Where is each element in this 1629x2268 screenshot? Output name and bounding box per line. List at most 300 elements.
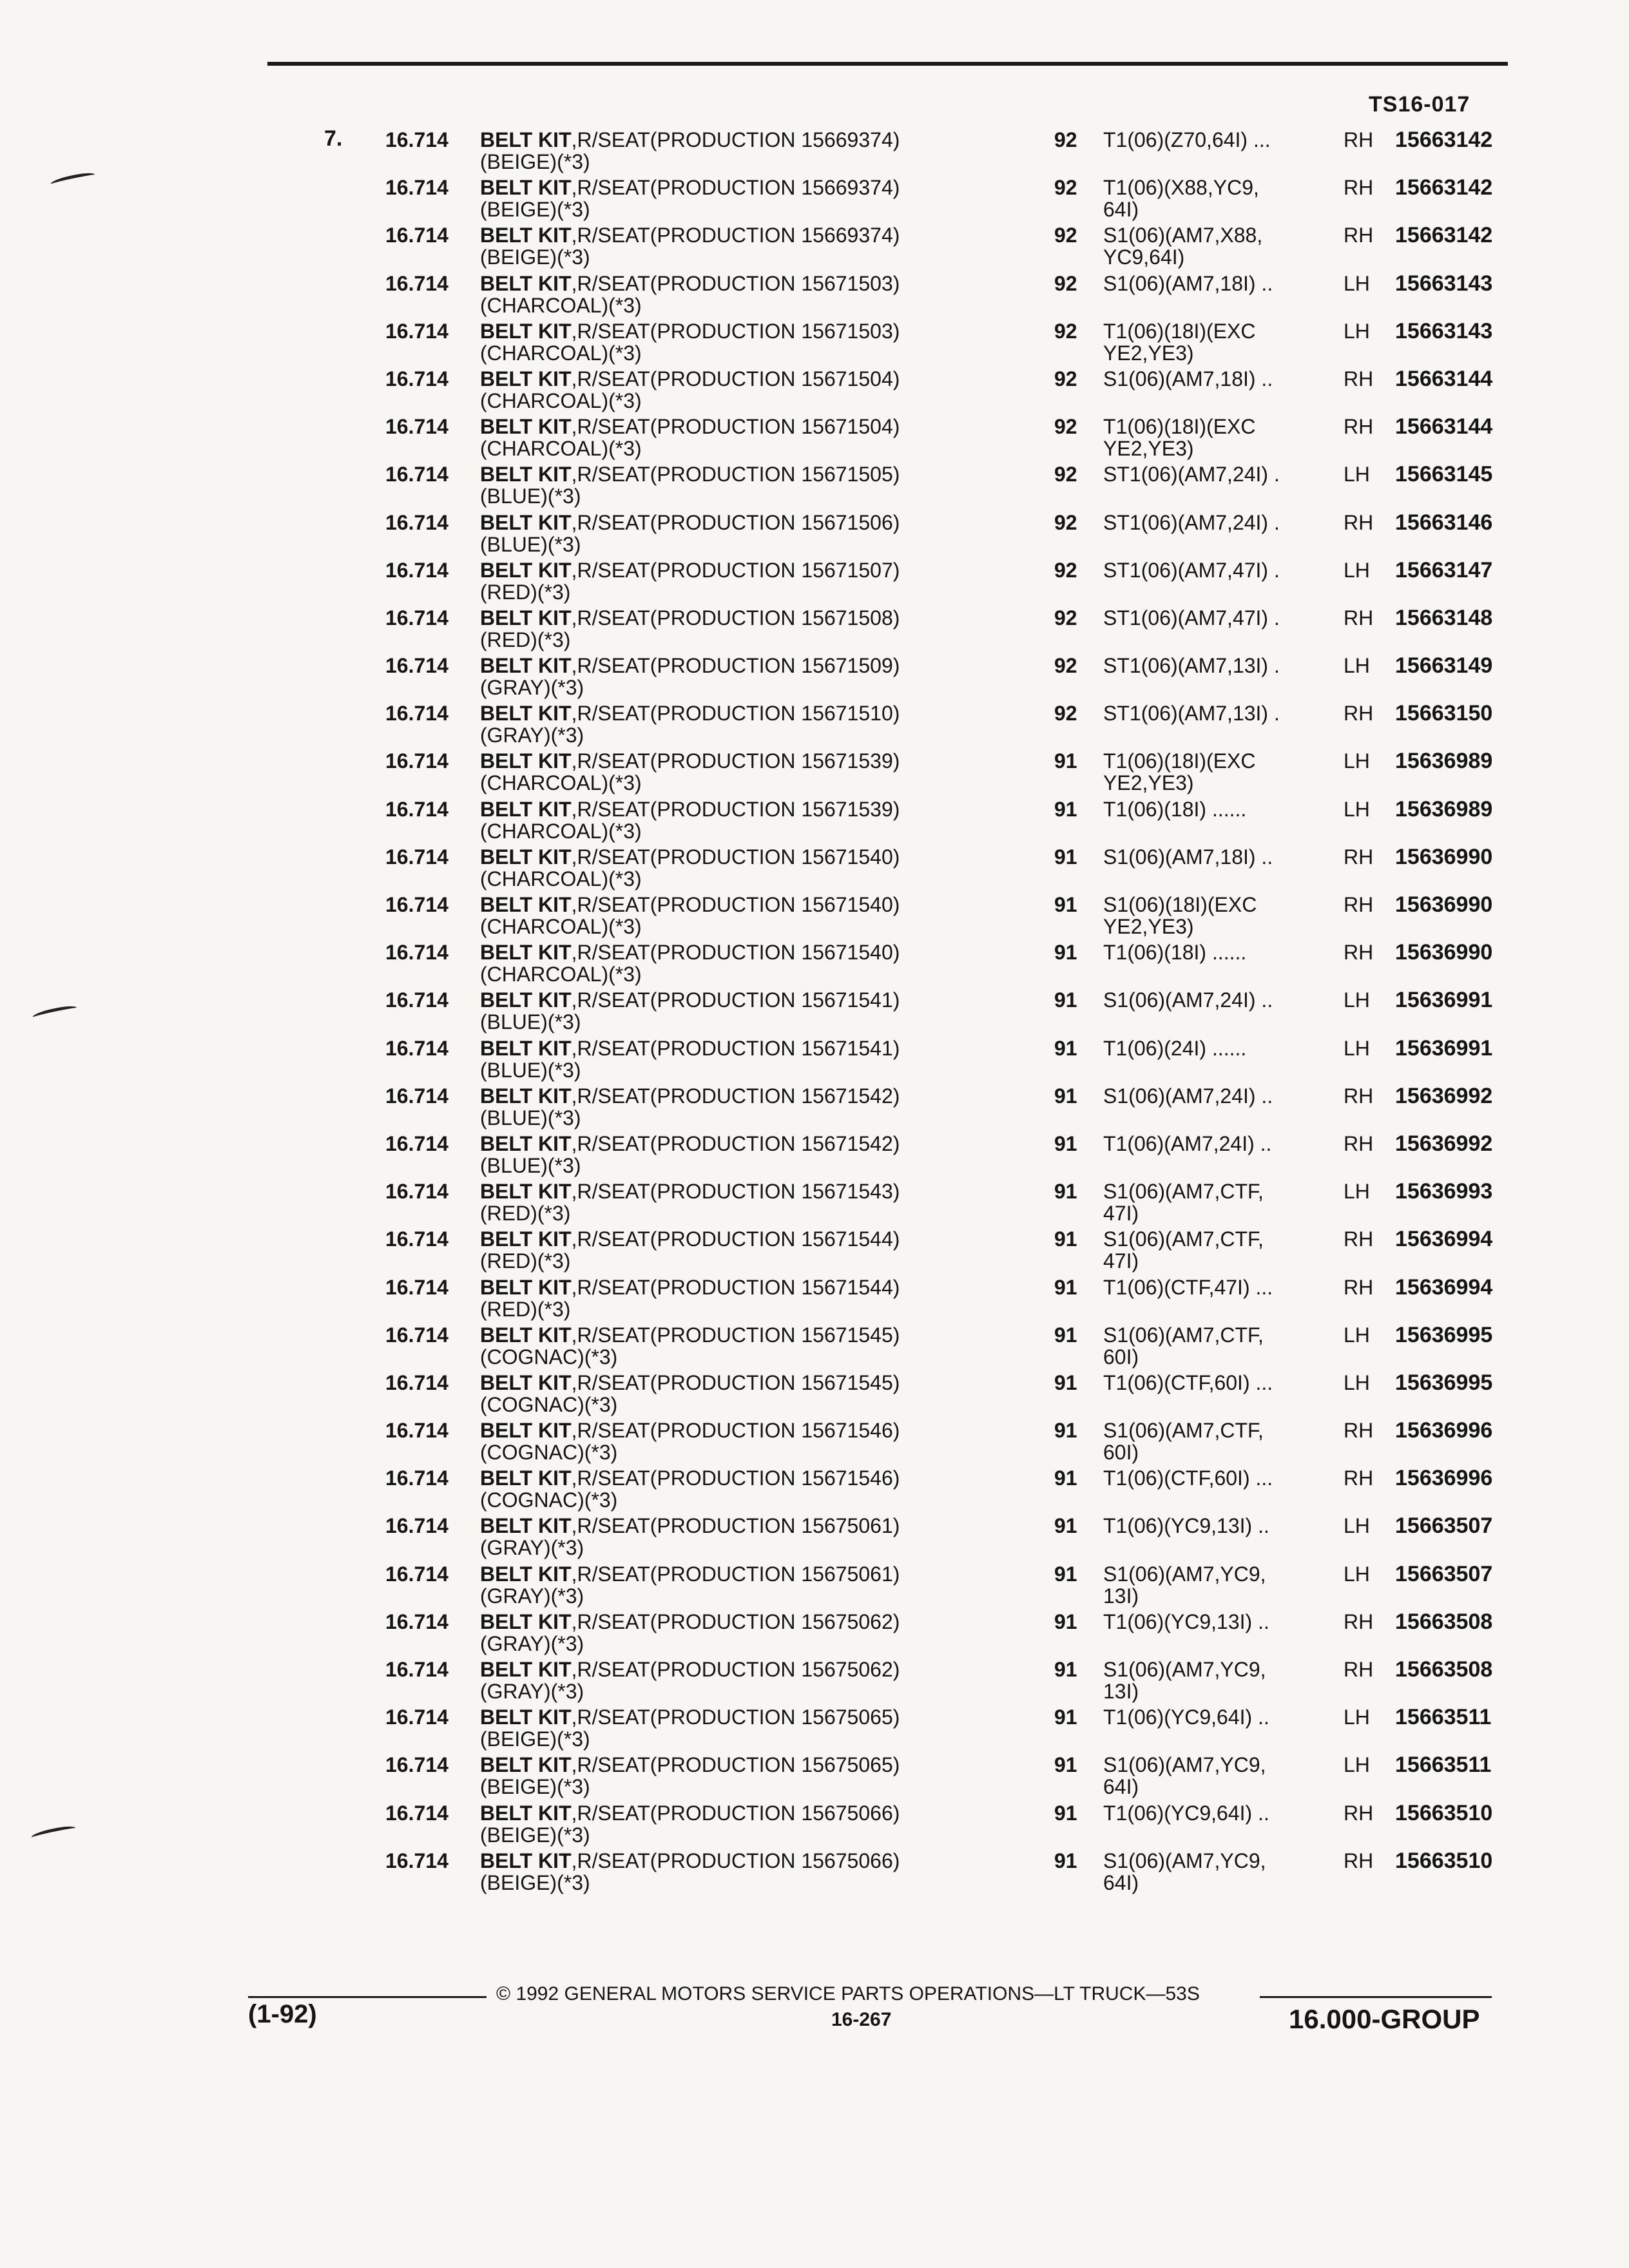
parts-row: [0, 1228, 1629, 1276]
part-description-text: ,R/SEAT(PRODUCTION 15671503): [571, 271, 900, 295]
model-year: 92: [1054, 558, 1077, 582]
group-number: 16.714: [385, 1370, 448, 1394]
part-description: [480, 1419, 900, 1441]
top-rule: [267, 62, 1508, 66]
part-title: BELT KIT: [480, 845, 572, 869]
model-year: 91: [1054, 1180, 1077, 1204]
model-code: S1(06)(AM7,CTF,: [1103, 1180, 1264, 1204]
document-code: TS16-017: [1369, 92, 1470, 117]
side-indicator: RH: [1344, 702, 1374, 726]
model-code: T1(06)(CTF,60I) ...: [1103, 1466, 1273, 1490]
part-number: 15663142: [1395, 223, 1493, 248]
part-description-text: ,R/SEAT(PRODUCTION 15671504): [571, 367, 900, 390]
group-number: 16.714: [385, 463, 448, 486]
part-number: 15636994: [1395, 1274, 1493, 1300]
part-number: 15636995: [1395, 1370, 1493, 1395]
group-number: 16.714: [385, 558, 448, 582]
part-title: BELT KIT: [480, 1084, 572, 1108]
group-number: 16.714: [385, 1706, 448, 1729]
part-description-text: ,R/SEAT(PRODUCTION 15675066): [571, 1849, 900, 1872]
group-number: 16.714: [385, 1323, 448, 1347]
part-number: 15663142: [1395, 128, 1493, 152]
part-title: BELT KIT: [480, 176, 572, 200]
part-description: [480, 655, 900, 677]
parts-row: [0, 1802, 1629, 1850]
group-number: 16.714: [385, 1036, 448, 1060]
model-year: 92: [1054, 654, 1077, 678]
part-description: [480, 368, 900, 390]
side-indicator: RH: [1344, 845, 1374, 869]
model-code-continued: 64I): [1103, 198, 1139, 222]
part-color: (BLUE)(*3): [480, 1153, 581, 1177]
part-title: BELT KIT: [480, 1658, 572, 1681]
part-number: 15663142: [1395, 175, 1493, 200]
group-number: 16.714: [385, 319, 448, 343]
part-title: BELT KIT: [480, 558, 572, 582]
part-description-text: ,R/SEAT(PRODUCTION 15675065): [571, 1706, 900, 1729]
part-description-text: ,R/SEAT(PRODUCTION 15671546): [571, 1419, 900, 1443]
model-code-continued: 13I): [1103, 1680, 1139, 1703]
part-description-text: ,R/SEAT(PRODUCTION 15671503): [571, 319, 900, 343]
part-color: (CHARCOAL)(*3): [480, 341, 642, 365]
model-code: S1(06)(AM7,18I) ..: [1103, 845, 1273, 869]
side-indicator: LH: [1344, 1753, 1370, 1777]
side-indicator: LH: [1344, 271, 1370, 295]
part-description: [480, 1754, 900, 1776]
part-description-text: ,R/SEAT(PRODUCTION 15671543): [571, 1180, 900, 1204]
copyright-line: © 1992 GENERAL MOTORS SERVICE PARTS OPERATIONS—LT TRUCK—53S: [496, 1983, 1200, 2004]
part-title: BELT KIT: [480, 1180, 572, 1204]
model-year: 91: [1054, 893, 1077, 916]
part-number: 15663510: [1395, 1848, 1493, 1873]
model-code: S1(06)(AM7,YC9,: [1103, 1753, 1266, 1777]
model-code: ST1(06)(AM7,24I) .: [1103, 463, 1280, 486]
model-code: S1(06)(AM7,YC9,: [1103, 1658, 1266, 1681]
group-number: 16.714: [385, 941, 448, 965]
model-year: 92: [1054, 128, 1077, 151]
model-code: T1(06)(18I)(EXC: [1103, 319, 1256, 343]
model-code: T1(06)(18I)(EXC: [1103, 415, 1256, 439]
part-title: BELT KIT: [480, 1706, 572, 1729]
parts-row: [0, 1180, 1629, 1228]
side-indicator: RH: [1344, 1227, 1374, 1251]
side-indicator: RH: [1344, 1658, 1374, 1681]
group-number: 16.714: [385, 415, 448, 439]
model-code: S1(06)(AM7,CTF,: [1103, 1419, 1264, 1443]
parts-row: [0, 702, 1629, 750]
parts-row: [0, 1706, 1629, 1754]
part-description-text: ,R/SEAT(PRODUCTION 15671504): [571, 415, 900, 439]
part-description-text: ,R/SEAT(PRODUCTION 15671545): [571, 1323, 900, 1347]
part-description-text: ,R/SEAT(PRODUCTION 15671509): [571, 654, 900, 678]
part-description: [480, 463, 900, 485]
side-indicator: RH: [1344, 893, 1374, 916]
part-number: 15663511: [1395, 1753, 1492, 1778]
side-indicator: LH: [1344, 988, 1370, 1012]
side-indicator: LH: [1344, 1036, 1370, 1060]
part-description-text: ,R/SEAT(PRODUCTION 15671542): [571, 1131, 900, 1155]
group-number: 16.714: [385, 1180, 448, 1204]
part-description: [480, 320, 900, 342]
part-title: BELT KIT: [480, 654, 572, 678]
part-description: [480, 798, 900, 820]
side-indicator: RH: [1344, 1275, 1374, 1299]
part-title: BELT KIT: [480, 1419, 572, 1443]
part-number: 15636996: [1395, 1418, 1493, 1443]
model-code-continued: 13I): [1103, 1584, 1139, 1608]
part-color: (COGNAC)(*3): [480, 1488, 618, 1512]
part-description-text: ,R/SEAT(PRODUCTION 15671540): [571, 893, 900, 916]
group-number: 16.714: [385, 893, 448, 916]
model-code: T1(06)(CTF,47I) ...: [1103, 1275, 1273, 1299]
part-title: BELT KIT: [480, 1610, 572, 1633]
page-number: 16-267: [831, 2009, 892, 2030]
model-code-continued: 47I): [1103, 1249, 1139, 1273]
part-description-text: ,R/SEAT(PRODUCTION 15669374): [571, 224, 900, 247]
part-description: [480, 1467, 900, 1489]
model-code: ST1(06)(AM7,47I) .: [1103, 558, 1280, 582]
part-title: BELT KIT: [480, 702, 572, 726]
part-description-text: ,R/SEAT(PRODUCTION 15671510): [571, 702, 900, 726]
group-number: 16.714: [385, 1610, 448, 1633]
footer-rule-left: [248, 1996, 487, 1998]
part-description-text: ,R/SEAT(PRODUCTION 15671540): [571, 845, 900, 869]
side-indicator: RH: [1344, 510, 1374, 534]
part-description-text: ,R/SEAT(PRODUCTION 15671541): [571, 1036, 900, 1060]
parts-row: [0, 368, 1629, 416]
model-year: 91: [1054, 1466, 1077, 1490]
part-color: (RED)(*3): [480, 1297, 571, 1321]
parts-row: [0, 512, 1629, 559]
group-number: 16.714: [385, 1753, 448, 1777]
part-description-text: ,R/SEAT(PRODUCTION 15671540): [571, 941, 900, 965]
part-description: [480, 1611, 900, 1633]
model-code: T1(06)(18I) ......: [1103, 797, 1247, 821]
group-number: 16.714: [385, 367, 448, 390]
part-number: 15636991: [1395, 1035, 1493, 1061]
side-indicator: LH: [1344, 1706, 1370, 1729]
part-description: [480, 607, 900, 629]
model-year: 91: [1054, 988, 1077, 1012]
model-code: T1(06)(YC9,13I) ..: [1103, 1514, 1269, 1538]
parts-row: [0, 750, 1629, 798]
parts-row: [0, 1563, 1629, 1611]
model-code: T1(06)(24I) ......: [1103, 1036, 1247, 1060]
part-number: 15636994: [1395, 1227, 1493, 1252]
model-year: 91: [1054, 1419, 1077, 1443]
part-color: (CHARCOAL)(*3): [480, 389, 642, 412]
model-code-continued: YC9,64I): [1103, 245, 1185, 269]
group-number: 16.714: [385, 845, 448, 869]
model-code: S1(06)(AM7,YC9,: [1103, 1562, 1266, 1586]
model-year: 91: [1054, 1706, 1077, 1729]
model-code: ST1(06)(AM7,47I) .: [1103, 606, 1280, 629]
part-color: (BEIGE)(*3): [480, 1727, 590, 1751]
part-description-text: ,R/SEAT(PRODUCTION 15669374): [571, 128, 900, 151]
model-year: 92: [1054, 367, 1077, 390]
part-color: (BLUE)(*3): [480, 532, 581, 556]
part-color: (BLUE)(*3): [480, 1058, 581, 1082]
part-description: [480, 1372, 900, 1394]
side-indicator: LH: [1344, 319, 1370, 343]
part-number: 15636992: [1395, 1083, 1493, 1108]
part-color: (BLUE)(*3): [480, 1010, 581, 1034]
part-description: [480, 1133, 900, 1155]
part-description: [480, 273, 900, 294]
model-year: 91: [1054, 1227, 1077, 1251]
parts-row: [0, 224, 1629, 272]
part-number: 15663507: [1395, 1514, 1493, 1539]
group-number: 16.714: [385, 1131, 448, 1155]
model-year: 91: [1054, 1084, 1077, 1108]
model-year: 91: [1054, 797, 1077, 821]
part-number: 15663147: [1395, 557, 1493, 582]
model-year: 92: [1054, 176, 1077, 200]
side-indicator: LH: [1344, 1514, 1370, 1538]
part-color: (BEIGE)(*3): [480, 1775, 590, 1799]
part-title: BELT KIT: [480, 1036, 572, 1060]
part-number: 15636989: [1395, 749, 1493, 774]
part-title: BELT KIT: [480, 797, 572, 821]
part-description-text: ,R/SEAT(PRODUCTION 15675062): [571, 1610, 900, 1633]
revision-date: (1-92): [248, 2000, 317, 2028]
side-indicator: RH: [1344, 367, 1374, 390]
model-year: 92: [1054, 702, 1077, 726]
side-indicator: RH: [1344, 1849, 1374, 1872]
part-color: (CHARCOAL)(*3): [480, 293, 642, 317]
model-code: T1(06)(X88,YC9,: [1103, 176, 1259, 200]
part-number: 15663144: [1395, 414, 1493, 439]
group-number: 16.714: [385, 988, 448, 1012]
part-description-text: ,R/SEAT(PRODUCTION 15671544): [571, 1275, 900, 1299]
part-description: [480, 1706, 900, 1728]
part-color: (GRAY)(*3): [480, 1584, 584, 1608]
part-description: [480, 989, 900, 1011]
part-description-text: ,R/SEAT(PRODUCTION 15671508): [571, 606, 900, 629]
model-code: T1(06)(Z70,64I) ...: [1103, 128, 1271, 151]
side-indicator: LH: [1344, 463, 1370, 486]
part-number: 15636990: [1395, 844, 1493, 869]
group-number: 16.714: [385, 1466, 448, 1490]
side-indicator: LH: [1344, 558, 1370, 582]
part-description-text: ,R/SEAT(PRODUCTION 15669374): [571, 176, 900, 200]
side-indicator: LH: [1344, 797, 1370, 821]
side-indicator: LH: [1344, 1180, 1370, 1204]
part-description: [480, 1850, 900, 1872]
part-color: (CHARCOAL)(*3): [480, 771, 642, 795]
part-number: 15663145: [1395, 462, 1493, 487]
side-indicator: LH: [1344, 1323, 1370, 1347]
side-indicator: LH: [1344, 654, 1370, 678]
model-code: S1(06)(AM7,X88,: [1103, 224, 1263, 247]
model-year: 91: [1054, 1514, 1077, 1538]
model-code: T1(06)(YC9,13I) ..: [1103, 1610, 1269, 1633]
part-color: (GRAY)(*3): [480, 1536, 584, 1560]
part-description-text: ,R/SEAT(PRODUCTION 15671544): [571, 1227, 900, 1251]
side-indicator: RH: [1344, 941, 1374, 965]
model-year: 91: [1054, 749, 1077, 773]
group-number: 16.714: [385, 1084, 448, 1108]
model-code: S1(06)(AM7,24I) ..: [1103, 1084, 1273, 1108]
part-title: BELT KIT: [480, 463, 572, 486]
model-year: 91: [1054, 1610, 1077, 1633]
part-description: [480, 1180, 900, 1202]
part-color: (CHARCOAL)(*3): [480, 867, 642, 890]
part-number: 15663510: [1395, 1800, 1493, 1825]
parts-row: [0, 1850, 1629, 1898]
parts-row: [0, 1133, 1629, 1180]
part-color: (COGNAC)(*3): [480, 1441, 618, 1465]
parts-row: [0, 1515, 1629, 1562]
part-color: (GRAY)(*3): [480, 724, 584, 747]
part-description: [480, 1658, 900, 1680]
part-number: 15636989: [1395, 796, 1493, 822]
model-year: 91: [1054, 1753, 1077, 1777]
part-color: (GRAY)(*3): [480, 1680, 584, 1703]
side-indicator: RH: [1344, 1801, 1374, 1825]
model-code-continued: YE2,YE3): [1103, 437, 1194, 461]
part-description: [480, 224, 900, 246]
part-description: [480, 1802, 900, 1824]
part-title: BELT KIT: [480, 128, 572, 151]
parts-row: [0, 846, 1629, 894]
group-number: 16.714: [385, 1658, 448, 1681]
part-title: BELT KIT: [480, 1466, 572, 1490]
group-number: 16.714: [385, 271, 448, 295]
model-code: ST1(06)(AM7,24I) .: [1103, 510, 1280, 534]
group-number: 16.714: [385, 1227, 448, 1251]
part-number: 15636992: [1395, 1131, 1493, 1156]
model-year: 91: [1054, 1562, 1077, 1586]
model-year: 91: [1054, 1849, 1077, 1872]
model-year: 91: [1054, 1323, 1077, 1347]
model-year: 91: [1054, 1131, 1077, 1155]
model-year: 91: [1054, 1275, 1077, 1299]
model-year: 91: [1054, 941, 1077, 965]
group-number: 16.714: [385, 1562, 448, 1586]
model-code: ST1(06)(AM7,13I) .: [1103, 654, 1280, 678]
part-number: 15663146: [1395, 510, 1493, 535]
part-description-text: ,R/SEAT(PRODUCTION 15671507): [571, 558, 900, 582]
part-title: BELT KIT: [480, 749, 572, 773]
part-color: (BEIGE)(*3): [480, 245, 590, 269]
part-title: BELT KIT: [480, 367, 572, 390]
model-code: T1(06)(18I)(EXC: [1103, 749, 1256, 773]
part-number: 15636993: [1395, 1179, 1493, 1204]
model-year: 92: [1054, 415, 1077, 439]
model-code: S1(06)(AM7,24I) ..: [1103, 988, 1273, 1012]
part-description-text: ,R/SEAT(PRODUCTION 15671539): [571, 797, 900, 821]
parts-row: [0, 1037, 1629, 1085]
side-indicator: RH: [1344, 1419, 1374, 1443]
part-title: BELT KIT: [480, 1562, 572, 1586]
side-indicator: RH: [1344, 128, 1374, 151]
side-indicator: LH: [1344, 1370, 1370, 1394]
part-number: 15663507: [1395, 1561, 1493, 1586]
part-description: [480, 1037, 900, 1059]
side-indicator: RH: [1344, 224, 1374, 247]
part-description-text: ,R/SEAT(PRODUCTION 15675061): [571, 1562, 900, 1586]
part-number: 15663149: [1395, 653, 1493, 678]
model-year: 91: [1054, 1036, 1077, 1060]
group-number: 16.714: [385, 797, 448, 821]
part-number: 15663511: [1395, 1705, 1492, 1730]
model-code-continued: 60I): [1103, 1345, 1139, 1369]
model-year: 92: [1054, 271, 1077, 295]
parts-row: [0, 798, 1629, 846]
side-indicator: RH: [1344, 606, 1374, 629]
model-code-continued: 64I): [1103, 1775, 1139, 1799]
part-title: BELT KIT: [480, 1275, 572, 1299]
part-title: BELT KIT: [480, 510, 572, 534]
model-year: 91: [1054, 1658, 1077, 1681]
part-description: [480, 1085, 900, 1107]
parts-row: [0, 1324, 1629, 1372]
part-description: [480, 1324, 900, 1346]
part-description-text: ,R/SEAT(PRODUCTION 15671541): [571, 988, 900, 1012]
part-description-text: ,R/SEAT(PRODUCTION 15671542): [571, 1084, 900, 1108]
group-number: 16.714: [385, 606, 448, 629]
part-description: [480, 129, 900, 151]
part-number: 15663508: [1395, 1657, 1493, 1682]
model-year: 92: [1054, 606, 1077, 629]
side-indicator: LH: [1344, 1562, 1370, 1586]
part-color: (BEIGE)(*3): [480, 1823, 590, 1847]
part-description: [480, 1276, 900, 1298]
part-title: BELT KIT: [480, 1514, 572, 1538]
part-title: BELT KIT: [480, 941, 572, 965]
part-description: [480, 512, 900, 533]
part-color: (CHARCOAL)(*3): [480, 915, 642, 938]
part-title: BELT KIT: [480, 1131, 572, 1155]
group-number: 16.714: [385, 224, 448, 247]
part-number: 15663143: [1395, 318, 1493, 343]
part-color: (GRAY)(*3): [480, 1631, 584, 1655]
part-number: 15663508: [1395, 1609, 1493, 1634]
part-color: (CHARCOAL)(*3): [480, 437, 642, 461]
model-code-continued: YE2,YE3): [1103, 341, 1194, 365]
part-number: 15663143: [1395, 271, 1493, 296]
part-description-text: ,R/SEAT(PRODUCTION 15671545): [571, 1370, 900, 1394]
part-color: (BEIGE)(*3): [480, 150, 590, 173]
model-code: T1(06)(YC9,64I) ..: [1103, 1801, 1269, 1825]
parts-row: [0, 1372, 1629, 1419]
part-number: 15636991: [1395, 988, 1493, 1013]
parts-row: [0, 941, 1629, 989]
group-number: 16.714: [385, 1275, 448, 1299]
model-code: S1(06)(18I)(EXC: [1103, 893, 1257, 916]
model-year: 92: [1054, 463, 1077, 486]
side-indicator: RH: [1344, 1610, 1374, 1633]
part-number: 15663144: [1395, 366, 1493, 391]
part-description-text: ,R/SEAT(PRODUCTION 15671539): [571, 749, 900, 773]
model-code: ST1(06)(AM7,13I) .: [1103, 702, 1280, 726]
part-description: [480, 559, 900, 581]
parts-row: [0, 1276, 1629, 1324]
group-label: 16.000-GROUP: [1289, 2004, 1480, 2034]
part-title: BELT KIT: [480, 1801, 572, 1825]
part-color: (RED)(*3): [480, 580, 571, 604]
part-description-text: ,R/SEAT(PRODUCTION 15675065): [571, 1753, 900, 1777]
model-code: T1(06)(YC9,64I) ..: [1103, 1706, 1269, 1729]
side-indicator: RH: [1344, 1084, 1374, 1108]
part-description-text: ,R/SEAT(PRODUCTION 15675062): [571, 1658, 900, 1681]
part-title: BELT KIT: [480, 1753, 572, 1777]
part-description-text: ,R/SEAT(PRODUCTION 15675066): [571, 1801, 900, 1825]
part-color: (BEIGE)(*3): [480, 198, 590, 222]
part-description: [480, 941, 900, 963]
part-description: [480, 177, 900, 198]
